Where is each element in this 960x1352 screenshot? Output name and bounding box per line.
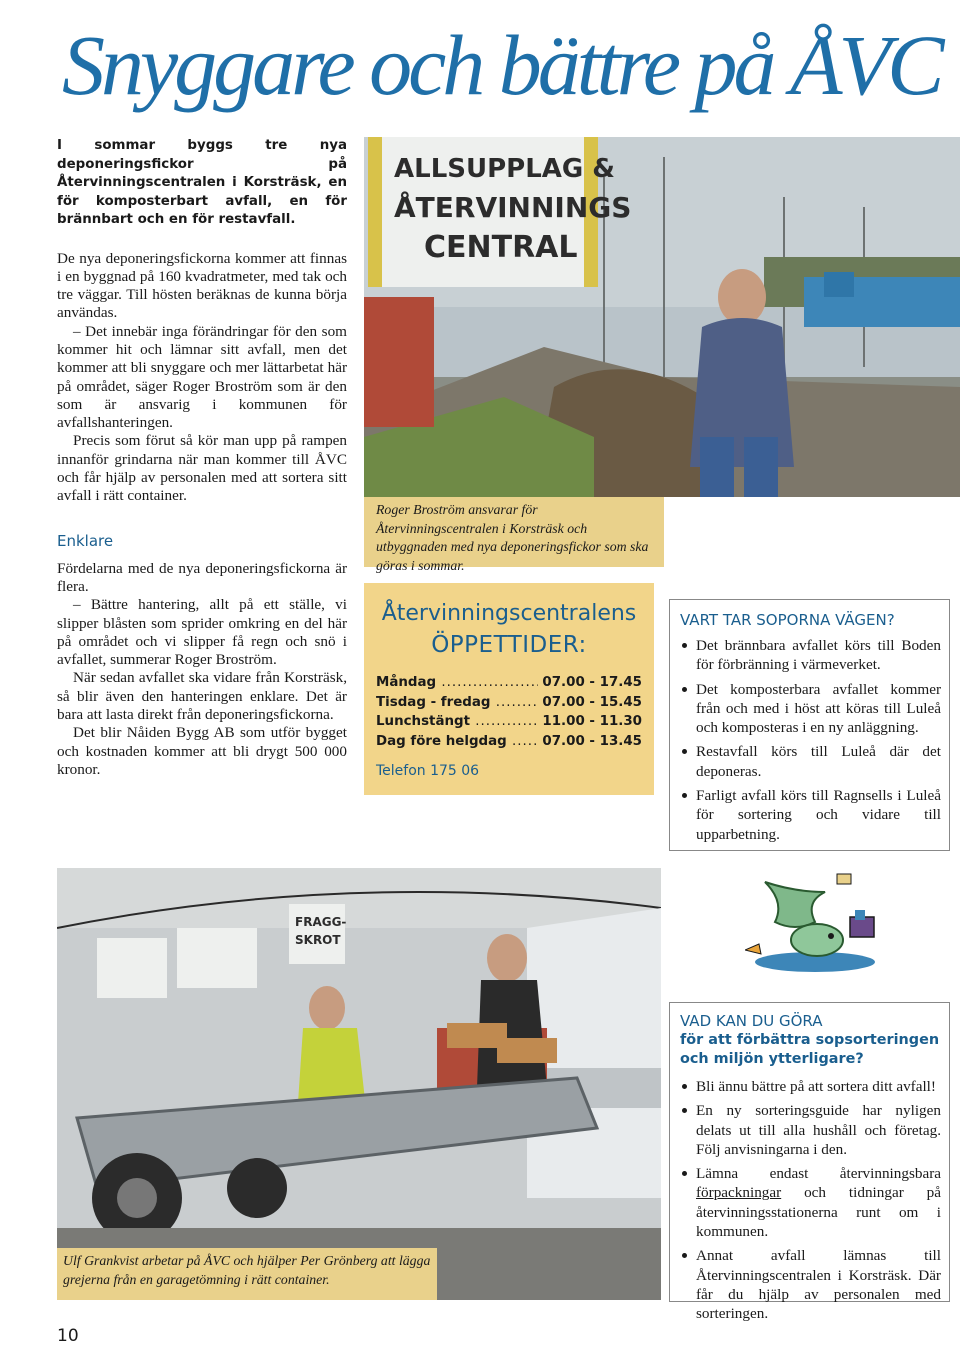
top-photo-caption: Roger Broström ansvarar för Återvinningscentralen i Korsträsk och utbyggnaden med nya deponeringsfickor som ska göras i sommar. (364, 497, 664, 567)
what-can-you-do-box (669, 1002, 950, 1323)
page-number: 10 (57, 1326, 79, 1346)
hours-row (376, 712, 642, 732)
list-item (680, 1164, 941, 1241)
article-paragraph: Fördelarna med de nya deponeringsfickorna är flera. (57, 559, 347, 595)
photo-trailer-unloading-image (57, 868, 661, 1300)
list-item: Restavfall körs till Luleå där det deponeras. (680, 742, 941, 781)
article-text (57, 250, 347, 506)
sign-text: ALLSUPPLAG & (394, 154, 615, 184)
photo-recycling-center (364, 137, 960, 497)
waste-destination-list (680, 636, 941, 844)
list-item: Det komposterbara avfallet kommer från och med i höst att köras till Luleå och komposteras i en ny anläggning. (680, 680, 941, 738)
article-text-2 (57, 560, 347, 780)
list-item: Annat avfall lämnas till Återvinningscentralen i Korsträsk. Där får du hjälp av personalen med sorteringen. (680, 1246, 941, 1323)
hours-day: Lunchstängt ..... (376, 712, 538, 732)
article-subhead: Enklare (57, 531, 114, 550)
article-body (57, 137, 347, 779)
photo-recycling-center-image (364, 137, 960, 497)
opening-hours-box (364, 583, 654, 795)
list-item: Bli ännu bättre på att sortera ditt avfall! (680, 1077, 941, 1096)
what-can-you-do-title: VAD KAN DU GÖRA (680, 1012, 823, 1030)
sign-text: CENTRAL (424, 230, 578, 265)
hours-day: Måndag ..... (376, 673, 538, 693)
article-paragraph: – Bättre hantering, allt på ett ställe, vi slipper blåsten som sprider omkring en del här på området och vi slipper få regn och snö i avfallet, summerar Roger Broström. (57, 596, 347, 669)
hours-row (376, 732, 642, 752)
hours-phone: Telefon 175 06 (376, 763, 480, 779)
hours-subtitle: ÖPPETTIDER: (431, 632, 587, 658)
article-paragraph: Precis som förut så kör man upp på rampen innanför grindarna när man kommer till ÅVC och får hjälp av personalen med att sortera sitt avfall i rätt container. (57, 432, 347, 505)
list-item-text: Lämna endast återvinningsbara (696, 1165, 941, 1183)
hours-time: 07.00 - 15.45 (542, 694, 642, 710)
hours-row (376, 673, 642, 693)
photo-trailer-unloading (57, 868, 661, 1300)
page-title: Snyggare och bättre på ÅVC (62, 17, 941, 113)
hours-day: Tisdag - fredag ..... (376, 693, 538, 713)
hours-time: 11.00 - 11.30 (542, 714, 642, 729)
article-lead: I sommar byggs tre nya deponeringsfickor på Återvinningscentralen i Korsträsk, en för komposterbart avfall, en för brännbart och en för restavfall. (57, 138, 347, 227)
article-paragraph: Det blir Nåiden Bygg AB som utför bygget och kostnaden kommer att bli drygt 500 000 kronor. (57, 724, 347, 778)
sign-text: ÅTERVINNINGS (394, 191, 632, 224)
hours-day: Dag före helgdag ..... (376, 732, 538, 752)
sign-text: SKROT (295, 933, 341, 947)
list-item: Det brännbara avfallet körs till Boden för förbränning i värmeverket. (680, 636, 941, 675)
article-paragraph: När sedan avfallet ska vidare från Korsträsk, så blir även den hanteringen enklare. Det är bara att lasta direkt från deponeringsfickorna. (57, 669, 347, 724)
hours-time: 07.00 - 17.45 (542, 675, 642, 690)
waste-destination-title: VART TAR SOPORNA VÄGEN? (680, 611, 895, 629)
list-item: En ny sorteringsguide har nyligen delats ut till alla hushåll och företag. Följ anvisningarna i den. (680, 1101, 941, 1159)
bottom-photo-caption: Ulf Grankvist arbetar på ÅVC och hjälper Per Grönberg att lägga grejerna från en garagetömning i rätt container. (57, 1248, 437, 1300)
hours-time: 07.00 - 13.45 (542, 733, 642, 749)
article-paragraph: – Det innebär inga förändringar för den som kommer hit och lämnar sitt avfall, men det kommer att bli snyggare och mer lättarbetat här på området, säger Roger Broström som är den som är ansvarig i kommunen för avfallshanteringen. (57, 322, 347, 432)
what-can-you-do-list (680, 1077, 941, 1324)
list-item-underlined: förpackningar (696, 1184, 782, 1202)
fish-illustration-icon (745, 862, 880, 982)
article-paragraph: De nya deponeringsfickorna kommer att finnas i en byggnad på 160 kvadratmeter, med tak och tre väggar. Till hösten beräknas de kunna börja användas. (57, 249, 347, 322)
sign-text: FRAGG- (295, 915, 347, 929)
list-item-text: och tidningar på återvinningsstationerna runt om i kommunen. (696, 1184, 941, 1241)
list-item: Farligt avfall körs till Ragnsells i Luleå för sortering och vidare till upparbetning. (680, 786, 941, 844)
hours-title: Återvinningscentralens (381, 601, 637, 626)
what-can-you-do-subtitle: för att förbättra sopsorteringen och miljön ytterligare? (680, 1032, 940, 1067)
fish-recycling-illustration (745, 862, 880, 982)
waste-destination-box (669, 599, 950, 851)
hours-row (376, 693, 642, 713)
